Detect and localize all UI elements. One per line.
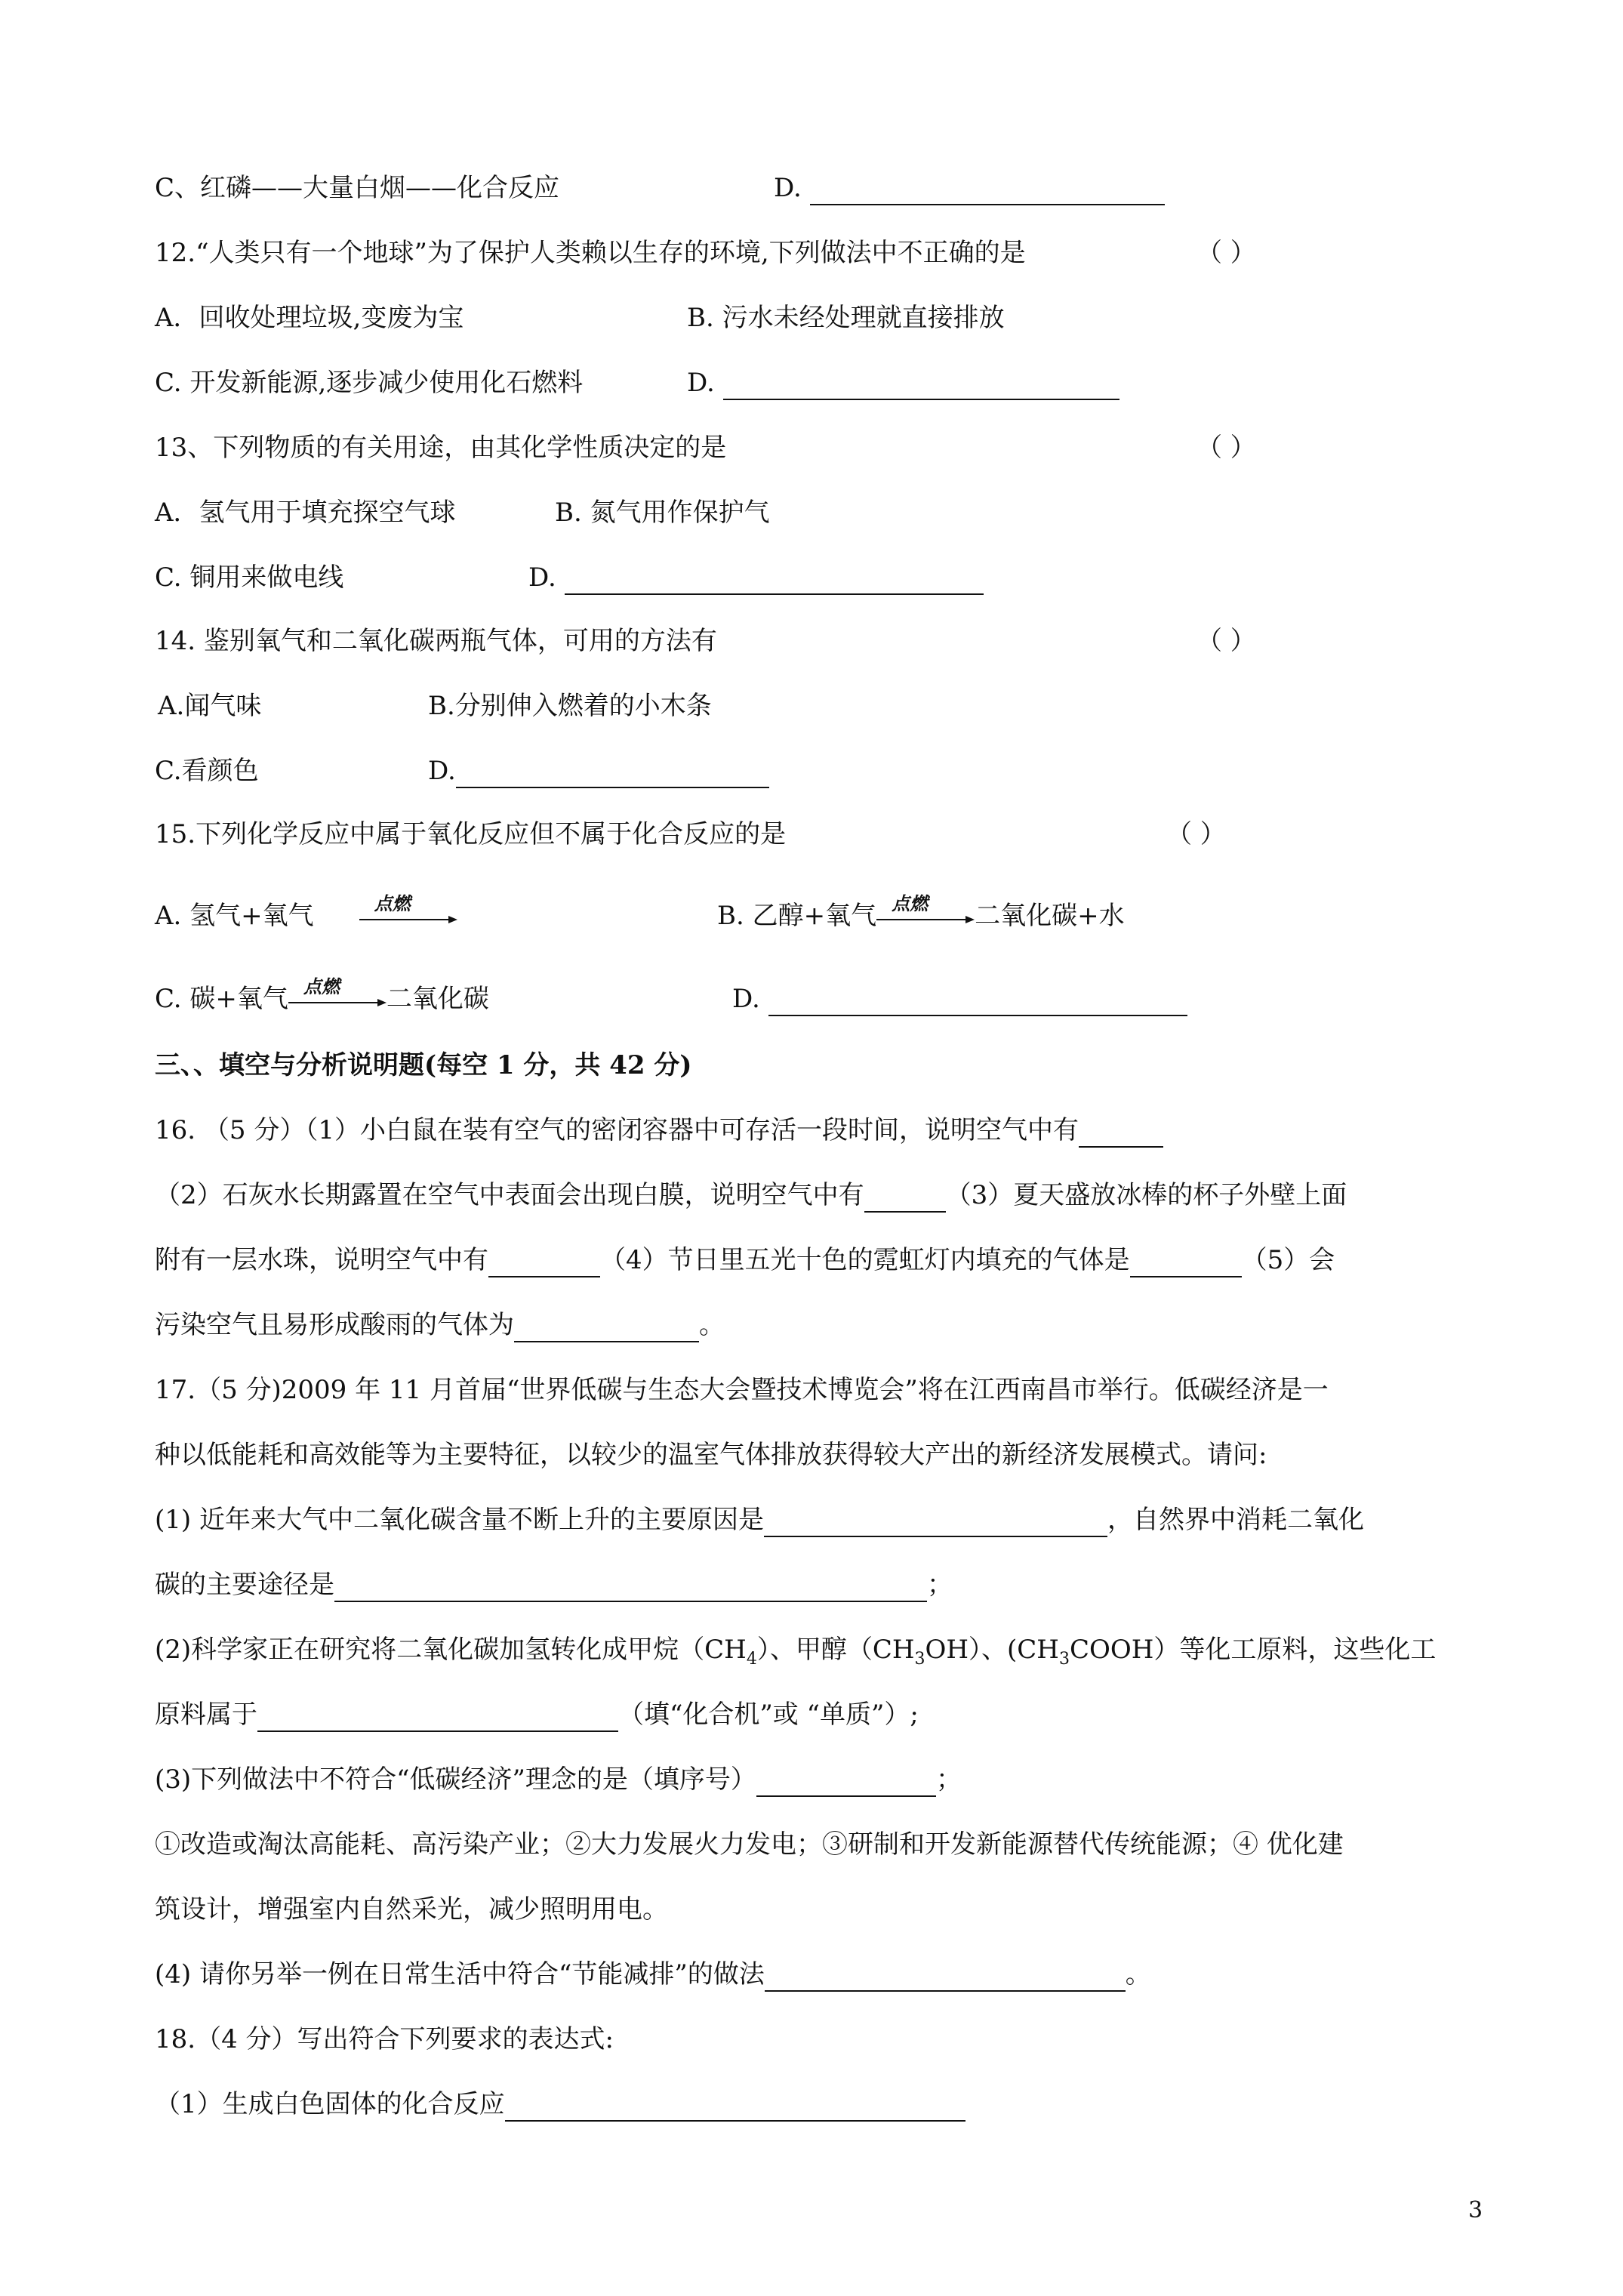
reaction-arrow xyxy=(288,975,387,1016)
q16-line-3 xyxy=(155,1243,1472,1277)
question-text: ，自然界中消耗二氧化 xyxy=(1107,1505,1364,1535)
q17-line-7 xyxy=(155,1762,1472,1797)
q18-line-1: 18.（4 分）写出符合下列要求的表达式: xyxy=(155,2024,614,2054)
question-text: 15.下列化学反应中属于氧化反应但不属于化合反应的是 xyxy=(155,819,787,849)
arrow-icon xyxy=(876,915,975,924)
q14-option-a: A.闻气味 xyxy=(158,691,262,721)
q17-line-2: 种以低能耗和高效能等为主要特征，以较少的温室气体排放获得较大产出的新经济发展模式。请问: xyxy=(155,1440,1267,1470)
question-text: (2)科学家正在研究将二氧化碳加氢转化成甲烷（CH xyxy=(155,1635,747,1665)
question-text: 。 xyxy=(699,1310,725,1340)
reaction-condition: 点燃 xyxy=(303,975,340,997)
reaction-arrow xyxy=(876,892,975,933)
q16-line-4 xyxy=(155,1308,1472,1342)
answer-paren[interactable]: （ ） xyxy=(1196,626,1256,656)
q14-option-b: B.分别伸入燃着的小木条 xyxy=(428,691,712,721)
answer-paren[interactable]: （ ） xyxy=(1166,819,1226,849)
answer-blank[interactable] xyxy=(505,2093,965,2122)
q14-option-c: C.看颜色 xyxy=(155,756,259,786)
q16-line-1 xyxy=(155,1113,1472,1148)
q13-option-b: B. 氮气用作保护气 xyxy=(555,498,770,528)
q12-option-b: B. 污水未经处理就直接排放 xyxy=(687,303,1005,333)
subscript: 3 xyxy=(914,1649,925,1669)
question-text: 14. 鉴别氧气和二氧化碳两瓶气体，可用的方法有 xyxy=(155,626,717,656)
answer-blank[interactable] xyxy=(257,1703,618,1732)
q13-option-d: D. xyxy=(528,560,984,595)
q11-option-d: D. xyxy=(774,171,1165,205)
q15-option-c: C. 碳+氧气 点燃 二氧化碳 xyxy=(155,982,489,1016)
answer-blank[interactable] xyxy=(756,1768,936,1797)
question-text: 13、下列物质的有关用途，由其化学性质决定的是 xyxy=(155,433,727,463)
answer-blank[interactable] xyxy=(334,1573,927,1602)
answer-blank[interactable] xyxy=(864,1184,946,1213)
question-text: ； xyxy=(927,1570,953,1600)
answer-blank[interactable] xyxy=(488,1249,600,1277)
arrow-icon xyxy=(359,915,457,924)
question-text: (3)下列做法中不符合“低碳经济”理念的是（填序号） xyxy=(155,1764,756,1795)
question-text: (1) 近年来大气中二氧化碳含量不断上升的主要原因是 xyxy=(155,1505,764,1535)
question-text: (4) 请你另举一例在日常生活中符合“节能减排”的做法 xyxy=(155,1959,765,1989)
question-text: （填“化合机”或 “单质”）; xyxy=(618,1700,919,1730)
q12-option-c: C. 开发新能源,逐步减少使用化石燃料 xyxy=(155,368,584,398)
q12-option-d: D. xyxy=(687,365,1119,400)
question-text: 。 xyxy=(1125,1959,1151,1989)
q15-stem xyxy=(155,817,1472,852)
q14-stem xyxy=(155,624,1472,658)
question-text: 16. （5 分）（1）小白鼠在装有空气的密闭容器中可存活一段时间，说明空气中有 xyxy=(155,1115,1079,1145)
answer-blank[interactable] xyxy=(514,1314,699,1342)
q13-stem xyxy=(155,430,1472,465)
q13-option-c: C. 铜用来做电线 xyxy=(155,562,344,593)
q15-option-a: A. 氢气+氧气 点燃 xyxy=(155,898,457,933)
question-text: （5）会 xyxy=(1241,1245,1335,1275)
q17-line-9: 筑设计，增强室内自然采光，减少照明用电。 xyxy=(155,1894,668,1925)
q17-line-5 xyxy=(155,1632,1472,1677)
subscript: 4 xyxy=(746,1649,757,1669)
answer-blank[interactable] xyxy=(1130,1249,1242,1277)
q11-option-c: C、红磷——大量白烟——化合反应 xyxy=(155,173,560,203)
q14-option-d: D. xyxy=(428,754,769,788)
q12-option-a: A．回收处理垃圾,变废为宝 xyxy=(155,303,464,333)
q15-option-b: B. 乙醇+氧气 点燃 二氧化碳+水 xyxy=(717,898,1125,933)
page-number: 3 xyxy=(1468,2197,1483,2224)
answer-blank[interactable] xyxy=(565,566,984,595)
question-text: 原料属于 xyxy=(155,1700,257,1730)
q12-stem xyxy=(155,236,1472,270)
q17-line-10 xyxy=(155,1957,1472,1992)
reaction-arrow xyxy=(359,892,457,933)
answer-blank[interactable] xyxy=(810,177,1165,205)
answer-blank[interactable] xyxy=(1079,1119,1163,1148)
question-text: （1）生成白色固体的化合反应 xyxy=(155,2089,505,2119)
q17-line-3 xyxy=(155,1502,1472,1537)
question-text: （4）节日里五光十色的霓虹灯内填充的气体是 xyxy=(600,1245,1130,1275)
question-text: （3）夏天盛放冰棒的杯子外壁上面 xyxy=(945,1180,1347,1210)
answer-paren[interactable]: （ ） xyxy=(1196,238,1256,268)
question-text: COOH）等化工原料，这些化工 xyxy=(1069,1635,1437,1665)
answer-blank[interactable] xyxy=(765,1963,1126,1992)
question-text: ； xyxy=(935,1764,962,1795)
q13-option-a: A．氢气用于填充探空气球 xyxy=(155,498,456,528)
q17-line-6 xyxy=(155,1697,1472,1732)
answer-paren[interactable]: （ ） xyxy=(1196,433,1256,463)
q15-option-d: D. xyxy=(732,982,1187,1016)
q17-line-8: ①改造或淘汰高能耗、高污染产业；②大力发展火力发电；③研制和开发新能源替代传统能源；④ 优化建 xyxy=(155,1829,1344,1860)
question-text: （2）石灰水长期露置在空气中表面会出现白膜，说明空气中有 xyxy=(155,1180,864,1210)
reaction-condition: 点燃 xyxy=(374,892,411,914)
section-3-title: 三、、填空与分析说明题(每空 1 分，共 42 分) xyxy=(155,1050,692,1080)
subscript: 3 xyxy=(1058,1649,1070,1669)
reaction-condition: 点燃 xyxy=(892,892,929,914)
answer-blank[interactable] xyxy=(764,1509,1107,1537)
question-text: 附有一层水珠，说明空气中有 xyxy=(155,1245,488,1275)
question-text: 12.“人类只有一个地球”为了保护人类赖以生存的环境,下列做法中不正确的是 xyxy=(155,238,1026,268)
q17-line-4 xyxy=(155,1567,1472,1602)
q18-line-2 xyxy=(155,2087,1472,2122)
answer-blank[interactable] xyxy=(768,988,1187,1016)
question-text: ）、甲醇（CH xyxy=(756,1635,915,1665)
q16-line-2 xyxy=(155,1178,1472,1213)
answer-blank[interactable] xyxy=(723,371,1119,400)
arrow-icon xyxy=(288,998,387,1007)
question-text: 碳的主要途径是 xyxy=(155,1570,334,1600)
question-text: 污染空气且易形成酸雨的气体为 xyxy=(155,1310,514,1340)
answer-blank[interactable] xyxy=(456,760,769,788)
q17-line-1: 17.（5 分)2009 年 11 月首届“世界低碳与生态大会暨技术博览会”将在江西南昌市举行。低碳经济是一 xyxy=(155,1375,1329,1405)
question-text: OH）、(CH xyxy=(925,1635,1059,1665)
